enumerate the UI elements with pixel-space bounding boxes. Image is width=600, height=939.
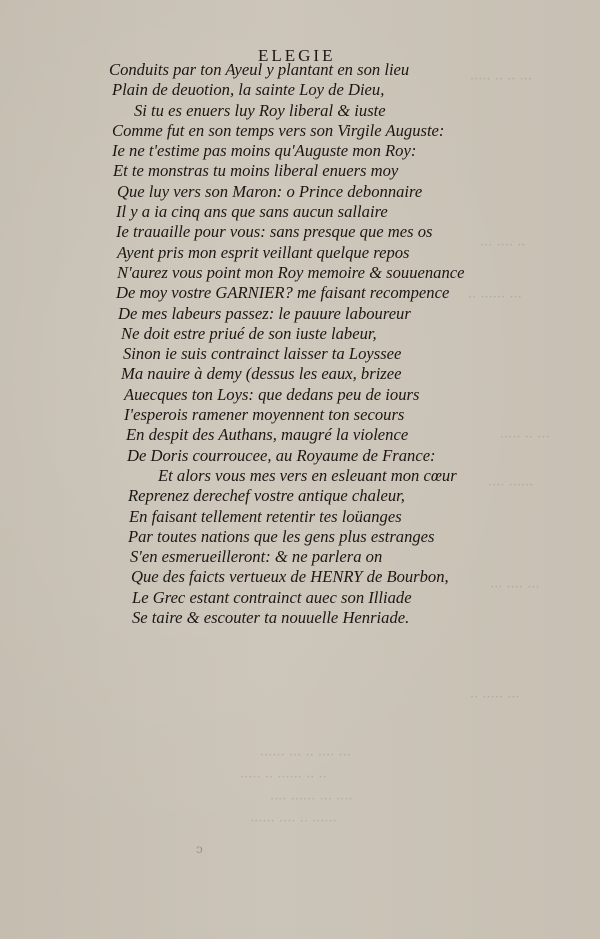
- verse-line: En despit des Authans, maugré la violence: [126, 425, 409, 445]
- verse-line: S'en esmerueilleront: & ne parlera on: [130, 547, 383, 567]
- show-through: ·· ······ ···: [468, 290, 522, 305]
- verse-line: Plain de deuotion, la sainte Loy de Dieu,: [112, 80, 385, 100]
- verse-line: Par toutes nations que les gens plus estranges: [128, 526, 435, 546]
- verse-line: Ayent pris mon esprit veillant quelque repos: [117, 242, 410, 262]
- verse-line: Il y a ia cinq ans que sans aucun sallaire: [116, 202, 388, 222]
- verse-line: Que des faicts vertueux de HENRY de Bourbon,: [131, 567, 449, 587]
- verse-line: Et te monstras tu moins liberal enuers moy: [113, 161, 399, 181]
- verse-line: De mes labeurs passez: le pauure laboureur: [118, 303, 411, 323]
- show-through: ·· ····· ···: [470, 690, 520, 705]
- show-through: ······ ··· ·· ···· ···: [260, 748, 351, 763]
- running-title: ELEGIE: [258, 46, 336, 65]
- show-through: ····· ·· ···: [500, 430, 550, 445]
- verse-line: Auecques ton Loys: que dedans peu de iours: [124, 384, 420, 404]
- verse-line: Ne doit estre priué de son iuste labeur,: [121, 323, 377, 343]
- show-through: ····· ·· ·· ···: [470, 72, 532, 87]
- show-through: ··· ···· ··: [480, 238, 526, 253]
- verse-line: Reprenez derechef vostre antique chaleur,: [128, 486, 405, 506]
- show-through: ··· ···· ···: [490, 580, 540, 595]
- ink-mark: ↄ: [196, 842, 203, 856]
- verse-line: Sinon ie suis contrainct laisser ta Loyssee: [123, 344, 402, 364]
- verse-line: N'aurez vous point mon Roy memoire & souuenance: [117, 262, 465, 282]
- show-through: ···· ······: [488, 478, 534, 493]
- verse-line: Ma nauire à demy (dessus les eaux, brizee: [121, 364, 402, 384]
- verse-line: I'esperois ramener moyennent ton secours: [124, 405, 405, 425]
- verse-line: Et alors vous mes vers en esleuant mon cœur: [158, 465, 457, 485]
- verse-line: Se taire & escouter ta nouuelle Henriade.: [132, 608, 410, 628]
- show-through: ···· ······ ··· ····: [270, 792, 353, 807]
- show-through: ····· ·· ······ ·· ··: [240, 770, 327, 785]
- verse-line: Comme fut en son temps vers son Virgile Auguste:: [112, 120, 445, 140]
- verse-line: Conduits par ton Ayeul y plantant en son lieu: [109, 60, 410, 79]
- poem-verses: [0, 60, 600, 628]
- verse-line: En faisant tellement retentir tes loüanges: [129, 506, 402, 526]
- verse-line: De moy vostre GARNIER? me faisant recompence: [116, 283, 450, 303]
- verse-line: Ie trauaille pour vous: sans presque que mes os: [116, 222, 433, 242]
- verse-line: Ie ne t'estime pas moins qu'Auguste mon Roy:: [112, 141, 417, 161]
- verse-line: Le Grec estant contrainct auec son Illiade: [132, 587, 412, 607]
- verse-line: Si tu es enuers luy Roy liberal & iuste: [134, 100, 386, 120]
- verse-line: De Doris courroucee, au Royaume de France:: [127, 445, 436, 465]
- show-through: ······ ···· ·· ······: [250, 814, 337, 829]
- verse-line: Que luy vers son Maron: o Prince debonnaire: [117, 181, 423, 201]
